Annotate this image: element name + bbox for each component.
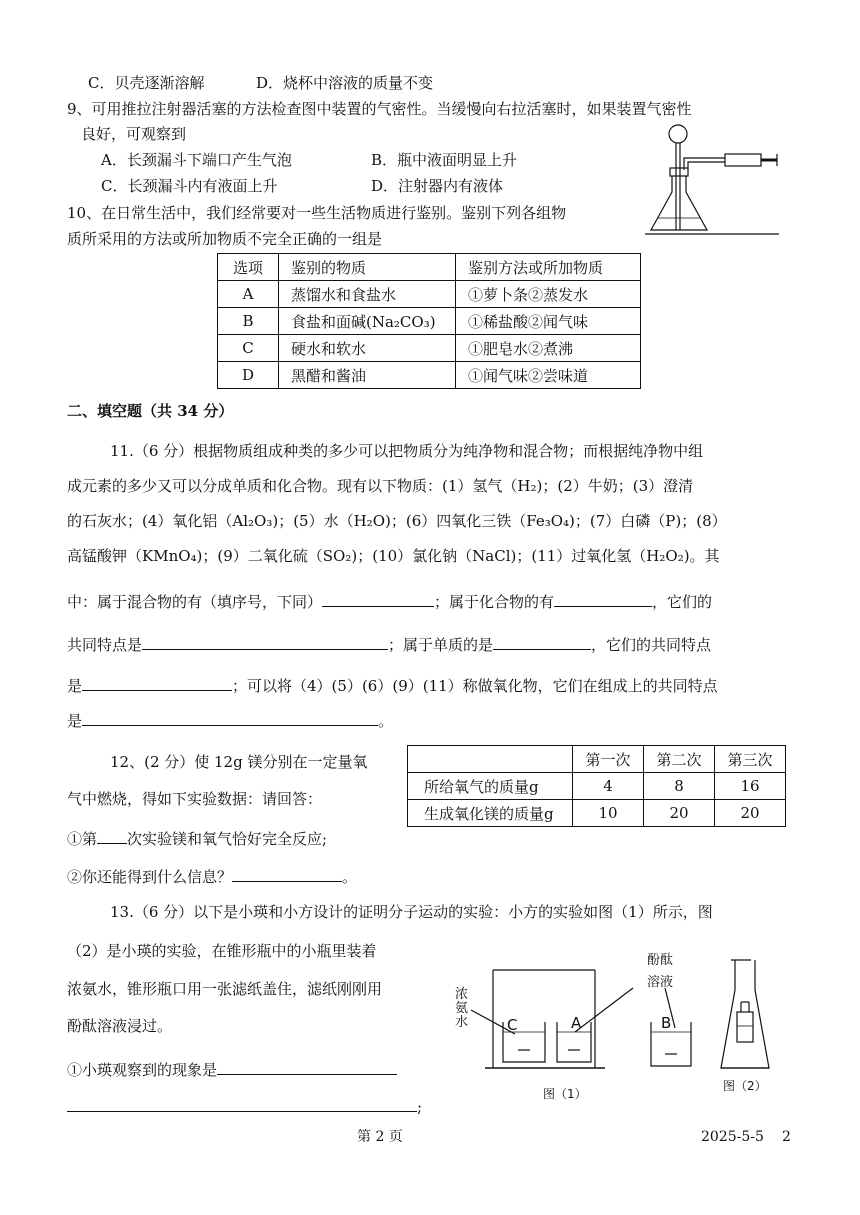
q11-text: ，它们的 [652,593,713,611]
table-cell: 8 [644,773,715,800]
table-cell: 16 [715,773,786,800]
q10-stem-line1: 10、在日常生活中，我们经常要对一些生活物质进行鉴别。鉴别下列各组物 [67,204,567,222]
label-phenolphthalein: 溶液 [647,975,674,990]
section-title: 二、填空题（共 34 分） [67,402,234,420]
q12-line2: 气中燃烧，得如下实验数据：请回答： [67,790,323,808]
table-cell: ①萝卜条②蒸发水 [456,281,641,308]
q11-line2: 成元素的多少又可以分成单质和化合物。现有以下物质：(1）氢气（H₂)；(2）牛奶；(3）澄清 [67,477,694,495]
q9-option-d: D．注射器内有液体 [371,177,504,195]
table-cell: 20 [715,800,786,827]
q13-text: ; [417,1098,423,1116]
figure-caption-1: 图（1） [543,1087,587,1101]
table-cell: 黑醋和酱油 [279,362,456,389]
q12-line4 [67,865,357,887]
table-cell: C [218,335,279,362]
q13-line5 [67,1058,397,1080]
q12-text: 。 [342,868,358,886]
table-header: 第一次 [573,746,644,773]
table-row [408,773,786,800]
table-cell: ①稀盐酸②闻气味 [456,308,641,335]
label-phenolphthalein: 酚酞 [647,953,674,968]
q9-stem-line2: 良好，可观察到 [81,125,187,143]
q13-line4: 酚酞溶液浸过。 [67,1017,173,1035]
table-header: 选项 [218,254,279,281]
answer-blank-observation[interactable] [217,1058,397,1075]
q12-table [407,745,786,827]
q11-line1: 11.（6 分）根据物质组成种类的多少可以把物质分为纯净物和混合物；而根据纯净物中组 [110,442,704,460]
footer-page: 第 2 页 [357,1129,403,1145]
q11-text: 共同特点是 [67,636,143,654]
q10-table [217,253,641,389]
q12-line3 [67,827,327,849]
q12-text: 次实验镁和氧气恰好完全反应; [127,830,328,848]
q11-text: ；可以将（4）(5）(6）(9）(11）称做氧化物，它们在组成上的共同特点 [232,677,718,695]
table-cell: ①闻气味②尝味道 [456,362,641,389]
molecule-motion-figure [445,950,795,1105]
table-cell: ①肥皂水②煮沸 [456,335,641,362]
q11-line6 [67,633,711,655]
label-b: B [661,1014,672,1032]
q9-option-a: A．长颈漏斗下端口产生气泡 [101,151,292,169]
q11-line4: 高锰酸钾（KMnO₄)；(9）二氧化硫（SO₂)；(10）氯化钠（NaCl)；(11）过氧化氢（H₂O₂)。其 [67,547,720,565]
q10-stem-line2: 质所采用的方法或所加物质不完全正确的一组是 [67,230,383,248]
figure-caption-2: 图（2） [723,1079,767,1093]
q11-text: ，它们的共同特点 [591,636,712,654]
footer-page-number: 2 [782,1129,791,1145]
table-cell: A [218,281,279,308]
answer-blank-element-feature[interactable] [82,674,232,691]
label-conc-ammonia: 水 [455,1015,469,1030]
table-row [218,308,641,335]
table-cell: 生成氧化镁的质量g [408,800,573,827]
table-header-row [218,254,641,281]
q11-text: 中：属于混合物的有（填序号，下同） [67,593,323,611]
q8-option-d: D．烧杯中溶液的质量不变 [256,74,434,92]
table-header: 鉴别的物质 [279,254,456,281]
table-row [218,362,641,389]
table-header [408,746,573,773]
q11-text: 是 [67,677,83,695]
q8-option-c: C．贝壳逐渐溶解 [88,74,205,92]
q12-line1: 12、(2 分）使 12g 镁分别在一定量氧 [110,753,368,771]
q12-text: ②你还能得到什么信息？ [67,868,233,886]
q13-line1: 13.（6 分）以下是小瑛和小方设计的证明分子运动的实验：小方的实验如图（1）所示，图 [110,903,713,921]
table-header: 第三次 [715,746,786,773]
table-row [218,281,641,308]
table-cell: D [218,362,279,389]
q9-option-c: C．长颈漏斗内有液面上升 [101,177,278,195]
table-cell: 蒸馏水和食盐水 [279,281,456,308]
q13-text: ①小瑛观察到的现象是 [67,1061,218,1079]
table-cell: B [218,308,279,335]
answer-blank-info[interactable] [232,865,342,882]
q11-text: ；属于化合物的有 [434,593,555,611]
q11-text: 。 [378,712,394,730]
q11-text: 是 [67,712,83,730]
table-header: 鉴别方法或所加物质 [456,254,641,281]
q13-line2: （2）是小瑛的实验，在锥形瓶中的小瓶里装着 [67,942,377,960]
answer-blank-oxide-feature[interactable] [82,709,378,726]
answer-blank-mixtures[interactable] [322,590,434,607]
table-cell: 所给氧气的质量g [408,773,573,800]
table-header-row [408,746,786,773]
table-header: 第二次 [644,746,715,773]
table-row [218,335,641,362]
table-row [408,800,786,827]
table-cell: 20 [644,800,715,827]
q11-line8 [67,709,393,731]
q13-line3: 浓氨水，锥形瓶口用一张滤纸盖住，滤纸刚刚用 [67,980,383,998]
label-conc-ammonia: 氨 [455,1001,469,1016]
airtightness-apparatus-figure [645,118,785,242]
table-cell: 食盐和面碱(Na₂CO₃) [279,308,456,335]
table-cell: 10 [573,800,644,827]
q11-line5 [67,590,712,612]
answer-blank-compounds[interactable] [554,590,652,607]
label-conc-ammonia: 浓 [455,987,469,1002]
label-a: A [571,1014,582,1032]
table-cell: 4 [573,773,644,800]
label-c: C [507,1016,518,1034]
q11-text: ；属于单质的是 [388,636,494,654]
q11-line7 [67,674,718,696]
answer-blank-observation-cont[interactable] [67,1095,417,1112]
answer-blank-compound-feature[interactable] [142,633,388,650]
q9-stem-line1: 9、可用推拉注射器活塞的方法检查图中装置的气密性。当缓慢向右拉活塞时，如果装置气密性 [67,100,692,118]
q12-text: ①第 [67,830,98,848]
footer-date: 2025-5-5 [701,1129,764,1145]
answer-blank-elements[interactable] [493,633,591,650]
q9-option-b: B．瓶中液面明显上升 [371,151,518,169]
q11-line3: 的石灰水；(4）氧化铝（Al₂O₃)；(5）水（H₂O)；(6）四氧化三铁（Fe₃O₄)；(7）白磷（P)；(8） [67,512,727,530]
q13-line6 [67,1095,422,1117]
answer-blank-trial[interactable] [97,827,127,844]
table-cell: 硬水和软水 [279,335,456,362]
